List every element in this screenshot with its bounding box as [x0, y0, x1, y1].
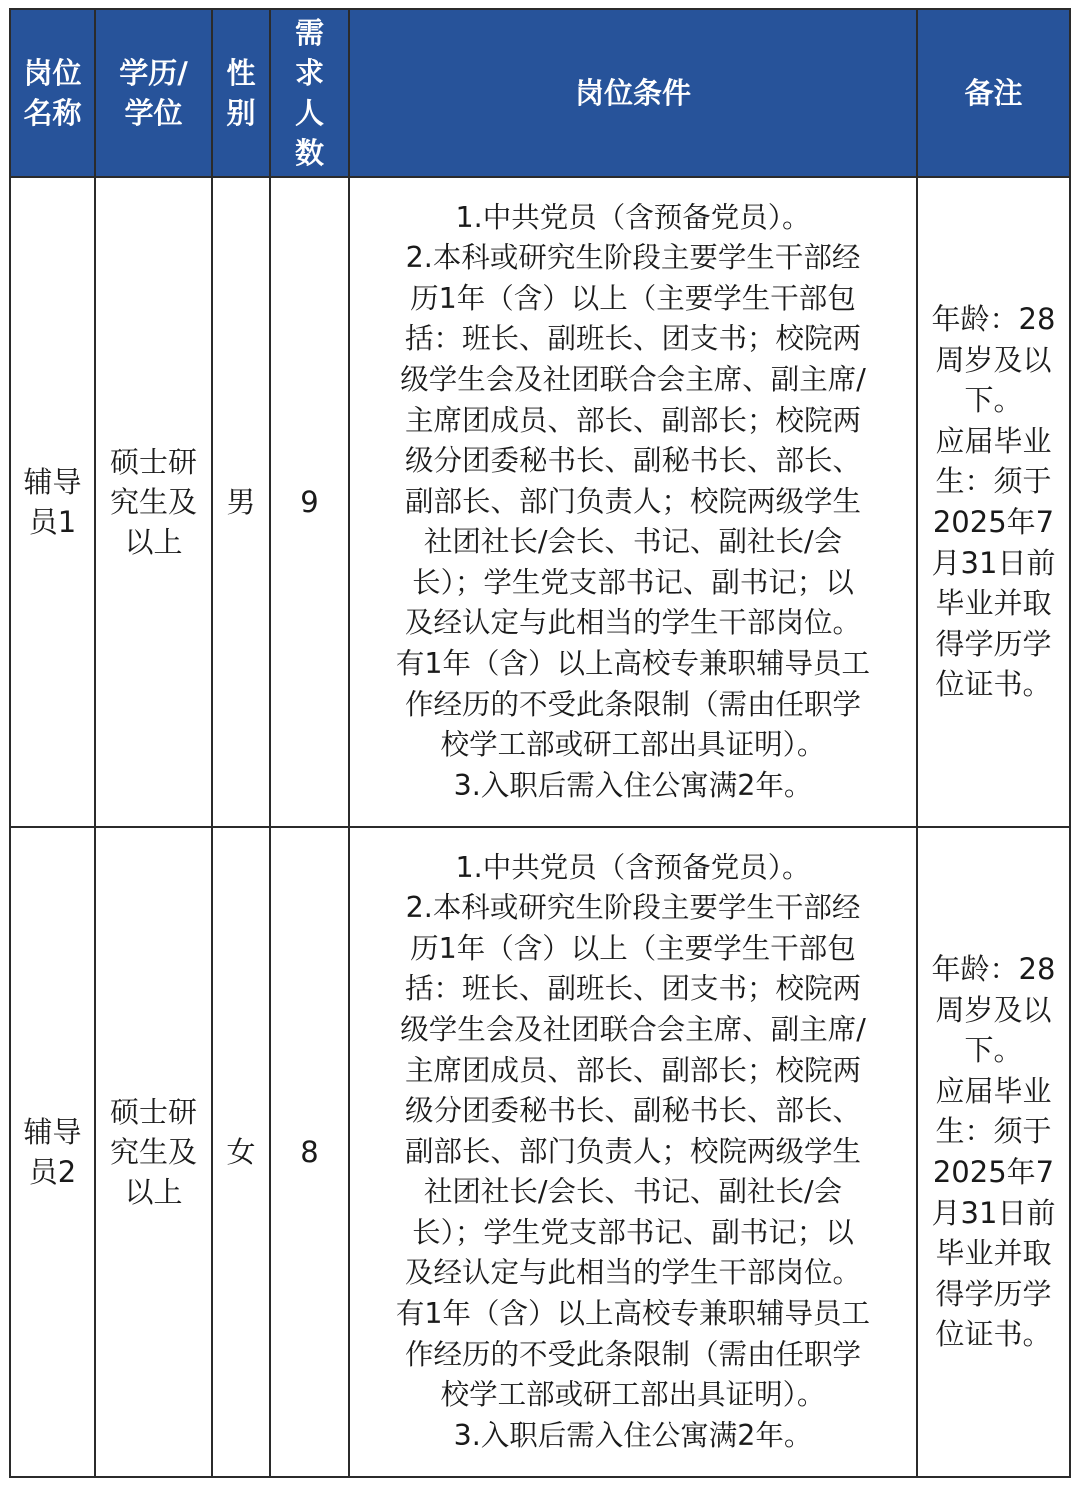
cell-text: 辅导	[23, 1115, 82, 1149]
condition-line: 长）；学生党支部书记、副书记；以	[412, 565, 854, 599]
condition-line: 副部长、部门负责人；校院两级学生	[404, 1134, 861, 1168]
note-line: 毕业并取	[935, 586, 1052, 621]
cell-notes	[917, 827, 1070, 1477]
cell-conditions	[349, 827, 917, 1477]
condition-line: 社团社长/会长、书记、副社长/会	[423, 1175, 843, 1209]
condition-line: 有1年（含）以上高校专兼职辅导员工	[395, 1297, 871, 1331]
header-position-name	[10, 9, 95, 177]
note-line: 生：须于	[935, 1114, 1052, 1149]
note-line: 2025年7	[932, 1155, 1055, 1189]
header-text: 数	[294, 136, 324, 170]
header-row	[10, 9, 1070, 177]
condition-line: 1.中共党员（含预备党员）。	[455, 850, 811, 884]
condition-line: 主席团成员、部长、副部长；校院两	[404, 403, 861, 437]
note-line: 月31日前	[931, 545, 1056, 580]
condition-line: 历1年（含）以上（主要学生干部包	[410, 931, 856, 965]
cell-position	[10, 827, 95, 1477]
cell-text: 硕士研	[109, 445, 197, 479]
condition-line: 3.入职后需入住公寓满2年。	[453, 1418, 813, 1452]
header-education	[95, 9, 212, 177]
cell-gender: 男	[212, 177, 270, 827]
condition-line: 校学工部或研工部出具证明）。	[440, 1378, 826, 1412]
note-line: 2025年7	[932, 505, 1055, 539]
header-text: 性	[226, 56, 256, 90]
condition-line: 副部长、部门负责人；校院两级学生	[404, 484, 861, 518]
condition-line: 3.入职后需入住公寓满2年。	[453, 768, 813, 802]
cell-text: 究生及	[109, 485, 197, 519]
header-text: 求	[294, 56, 324, 90]
note-line: 周岁及以	[935, 342, 1052, 377]
cell-text: 硕士研	[109, 1095, 197, 1129]
note-line: 应届毕业	[935, 423, 1052, 458]
cell-text: 以上	[124, 525, 183, 559]
condition-line: 级分团委秘书长、副秘书长、部长、	[404, 1094, 861, 1128]
condition-line: 级学生会及社团联合会主席、副主席/	[400, 362, 866, 396]
note-line: 得学历学	[935, 626, 1052, 661]
condition-line: 括：班长、副班长、团支书；校院两	[404, 322, 861, 356]
header-gender	[212, 9, 270, 177]
condition-line: 2.本科或研究生阶段主要学生干部经	[405, 891, 861, 925]
table-row	[10, 827, 1070, 1477]
cell-text: 究生及	[109, 1135, 197, 1169]
condition-line: 级学生会及社团联合会主席、副主席/	[400, 1012, 866, 1046]
note-line: 周岁及以	[935, 992, 1052, 1027]
header-text: 人	[294, 96, 324, 130]
cell-text: 员2	[28, 1155, 77, 1189]
header-notes: 备注	[917, 9, 1070, 177]
note-line: 月31日前	[931, 1195, 1056, 1230]
cell-gender: 女	[212, 827, 270, 1477]
condition-line: 作经历的不受此条限制（需由任职学	[404, 1337, 861, 1371]
header-text: 岗位	[23, 56, 82, 90]
header-headcount	[270, 9, 349, 177]
header-text: 需	[294, 16, 324, 50]
note-line: 位证书。	[935, 667, 1052, 702]
header-text: 学位	[124, 96, 183, 130]
cell-position	[10, 177, 95, 827]
note-line: 位证书。	[935, 1317, 1052, 1352]
condition-line: 历1年（含）以上（主要学生干部包	[410, 281, 856, 315]
cell-notes	[917, 177, 1070, 827]
condition-line: 长）；学生党支部书记、副书记；以	[412, 1215, 854, 1249]
header-text: 名称	[23, 96, 82, 130]
recruitment-table-container	[9, 8, 1069, 1478]
note-line: 下。	[964, 1033, 1023, 1068]
condition-line: 校学工部或研工部出具证明）。	[440, 728, 826, 762]
note-line: 下。	[964, 383, 1023, 418]
condition-line: 及经认定与此相当的学生干部岗位。	[404, 606, 861, 640]
note-line: 生：须于	[935, 464, 1052, 499]
condition-line: 社团社长/会长、书记、副社长/会	[423, 525, 843, 559]
condition-line: 2.本科或研究生阶段主要学生干部经	[405, 241, 861, 275]
header-text: 别	[226, 96, 256, 130]
table-row	[10, 177, 1070, 827]
recruitment-table	[9, 8, 1071, 1478]
note-line: 年龄：28	[931, 952, 1056, 987]
condition-line: 级分团委秘书长、副秘书长、部长、	[404, 444, 861, 478]
note-line: 毕业并取	[935, 1236, 1052, 1271]
header-text: 学历/	[119, 56, 188, 90]
cell-text: 以上	[124, 1175, 183, 1209]
condition-line: 主席团成员、部长、副部长；校院两	[404, 1053, 861, 1087]
cell-text: 辅导	[23, 465, 82, 499]
cell-headcount: 8	[270, 827, 349, 1477]
cell-text: 员1	[28, 505, 77, 539]
condition-line: 作经历的不受此条限制（需由任职学	[404, 687, 861, 721]
header-conditions: 岗位条件	[349, 9, 917, 177]
note-line: 得学历学	[935, 1276, 1052, 1311]
cell-education	[95, 827, 212, 1477]
note-line: 应届毕业	[935, 1073, 1052, 1108]
cell-headcount: 9	[270, 177, 349, 827]
condition-line: 及经认定与此相当的学生干部岗位。	[404, 1256, 861, 1290]
condition-line: 有1年（含）以上高校专兼职辅导员工	[395, 647, 871, 681]
condition-line: 括：班长、副班长、团支书；校院两	[404, 972, 861, 1006]
cell-education	[95, 177, 212, 827]
note-line: 年龄：28	[931, 302, 1056, 337]
cell-conditions	[349, 177, 917, 827]
condition-line: 1.中共党员（含预备党员）。	[455, 200, 811, 234]
